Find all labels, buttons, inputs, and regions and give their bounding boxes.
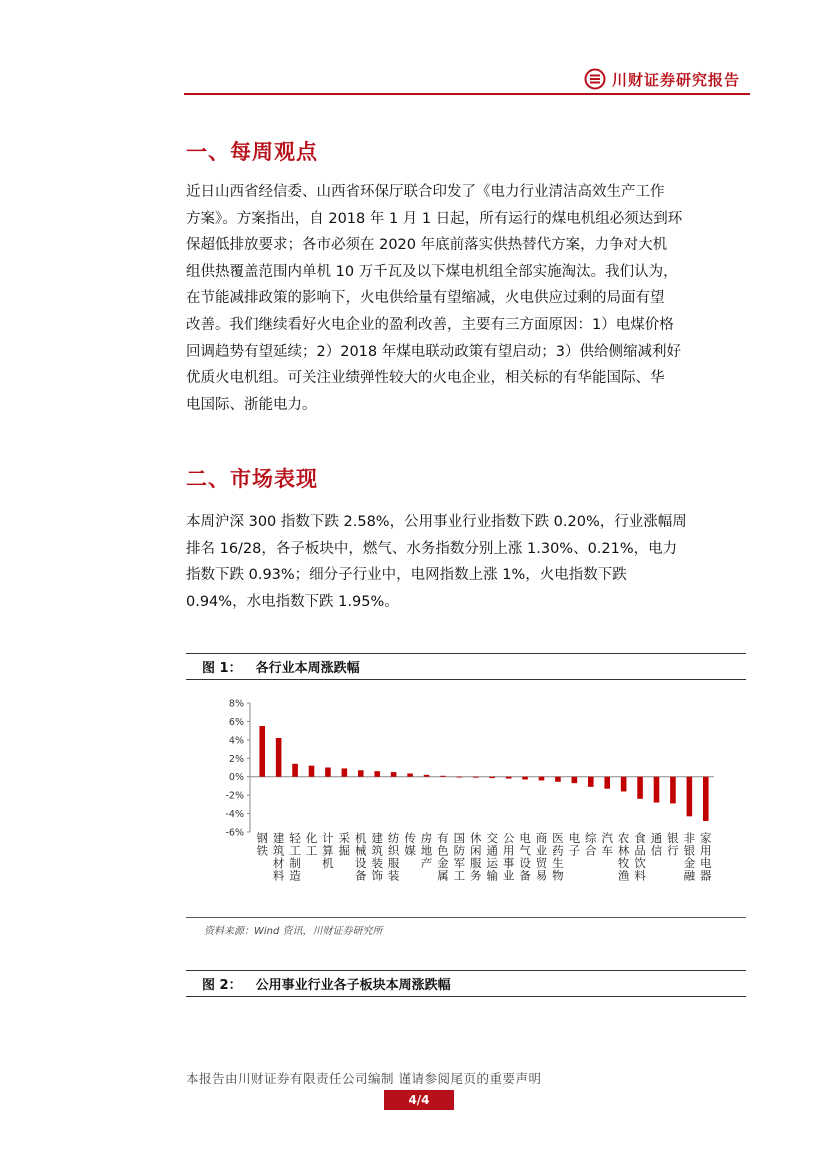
x-category-label: 建筑材料 (272, 831, 285, 883)
x-category-label: 纺织服装 (387, 831, 400, 883)
para-line: 优质火电机组。可关注业绩弹性较大的火电企业，相关标的有华能国际、华 (186, 370, 665, 387)
figure-2-caption (186, 970, 746, 997)
chart-bar (687, 777, 693, 817)
figure-2-title: 公用事业行业各子板块本周涨跌幅 (255, 978, 451, 993)
source-rule (186, 917, 746, 918)
x-category-label: 汽车 (601, 831, 613, 858)
para-line: 近日山西省经信委、山西省环保厅联合印发了《电力行业清洁高效生产工作 (186, 184, 665, 200)
x-category-label: 有色金属 (437, 831, 449, 883)
para-line: 回调趋势有望延续；2）2018 年煤电联动政策有望启动；3）供给侧缩减利好 (186, 343, 681, 360)
weekly-view-paragraph (186, 179, 746, 418)
chart-bar (703, 777, 709, 821)
section-title-weekly-view: 一、每周观点 (186, 140, 318, 164)
x-category-label: 通信 (650, 831, 663, 858)
x-category-label: 房地产 (420, 831, 433, 870)
x-category-label: 国防军工 (453, 831, 466, 883)
y-tick-label: 6% (228, 716, 244, 728)
para-line: 指数下跌 0.93%；细分子行业中，电网指数上涨 1%，火电指数下跌 (186, 567, 627, 584)
x-category-label: 公用事业 (502, 831, 515, 883)
x-category-label: 钢铁 (256, 831, 268, 858)
figure-1-title: 各行业本周涨跌幅 (255, 661, 360, 676)
x-category-label: 采掘 (338, 831, 351, 858)
chart-bar (457, 777, 463, 778)
y-tick-label: -6% (225, 827, 244, 839)
chart-bar (391, 772, 397, 777)
x-category-label: 化工 (305, 831, 318, 858)
chart-bar (292, 764, 298, 777)
x-category-label: 非银金融 (683, 831, 696, 883)
para-line: 电国际、浙能电力。 (186, 396, 317, 413)
y-tick-label: -2% (225, 790, 244, 802)
x-category-label: 休闲服务 (470, 831, 482, 883)
chart-bar (670, 777, 676, 804)
x-category-label: 农林牧渔 (617, 831, 630, 883)
figure-1-caption (186, 653, 746, 680)
market-performance-paragraph (186, 509, 746, 615)
section-title-market-performance: 二、市场表现 (186, 467, 318, 491)
para-line: 0.94%，水电指数下跌 1.95%。 (186, 593, 399, 610)
chart-bar (358, 770, 364, 776)
x-category-label: 传媒 (404, 831, 416, 858)
x-category-label: 家用电器 (700, 831, 712, 883)
x-category-label: 机械设备 (355, 831, 367, 883)
para-line: 本周沪深 300 指数下跌 2.58%，公用事业行业指数下跌 0.20%，行业涨幅周 (186, 514, 687, 530)
chart-bar (276, 738, 282, 777)
y-tick-label: 8% (228, 698, 244, 710)
header-rule (184, 93, 750, 95)
para-line: 排名 16/28，各子板块中，燃气、水务指数分别上涨 1.30%、0.21%，电力 (186, 540, 678, 557)
chart-bar (309, 766, 315, 777)
para-line: 保超低排放要求；各市必须在 2020 年底前落实供热替代方案，力争对大机 (186, 237, 668, 254)
figure-1-number: 图 1： (202, 661, 242, 676)
para-line: 方案》。方案指出，自 2018 年 1 月 1 日起，所有运行的煤电机组必须达到环 (186, 210, 683, 227)
figure-2-number: 图 2： (202, 978, 242, 993)
chart-bar (342, 768, 348, 776)
x-category-label: 食品饮料 (634, 831, 646, 883)
industry-weekly-change-chart (186, 694, 746, 914)
chart-bar (654, 777, 660, 803)
chart-bar (407, 773, 413, 776)
para-line: 在节能减排政策的影响下，火电供给量有望缩减，火电供应过剩的局面有望 (186, 290, 665, 307)
x-category-label: 计算机 (322, 831, 334, 870)
chuancai-logo-icon (584, 68, 606, 90)
x-category-label: 建筑装饰 (371, 831, 383, 883)
chart-bar (604, 777, 610, 789)
chart-bar (374, 771, 380, 777)
x-category-label: 交通运输 (486, 831, 498, 883)
x-category-label: 轻工制造 (289, 831, 301, 883)
chart-bar (555, 777, 561, 782)
x-category-label: 综合 (585, 831, 597, 858)
para-line: 组供热覆盖范围内单机 10 万千瓦及以下煤电机组全部实施淘汰。我们认为， (186, 263, 678, 280)
y-tick-label: 2% (228, 753, 244, 765)
y-tick-label: 4% (228, 735, 244, 747)
chart-bar (473, 777, 479, 778)
para-line: 改善。我们继续看好火电企业的盈利改善，主要有三方面原因：1）电煤价格 (186, 316, 674, 333)
x-category-label: 电子 (568, 831, 581, 858)
chart-bar (259, 726, 265, 777)
x-category-label: 商业贸易 (535, 831, 548, 883)
footer-disclaimer: 本报告由川财证券有限责任公司编制 谨请参阅尾页的重要声明 (186, 1071, 542, 1086)
chart-bar (489, 777, 495, 778)
chart-bar (637, 777, 643, 799)
x-category-label: 电气设备 (519, 831, 531, 883)
x-category-label: 银行 (667, 831, 679, 858)
chart-bar (325, 768, 331, 777)
y-tick-label: 0% (228, 772, 244, 784)
brand-name: 川财证券研究报告 (612, 70, 741, 89)
chart-bar (424, 775, 430, 777)
chart-bar (539, 777, 545, 781)
chart-bar (522, 777, 528, 780)
header-brand (584, 66, 754, 92)
chart-bar (588, 777, 594, 787)
x-category-label: 医药生物 (552, 831, 564, 883)
chart-bar (621, 777, 627, 792)
figure-1-source: 资料来源：Wind 资讯，川财证券研究所 (204, 926, 383, 937)
y-tick-label: -4% (225, 809, 244, 821)
chart-bar (506, 777, 512, 779)
chart-bar (440, 776, 446, 777)
page-number: 4/4 (384, 1090, 454, 1110)
chart-bar (572, 777, 578, 783)
